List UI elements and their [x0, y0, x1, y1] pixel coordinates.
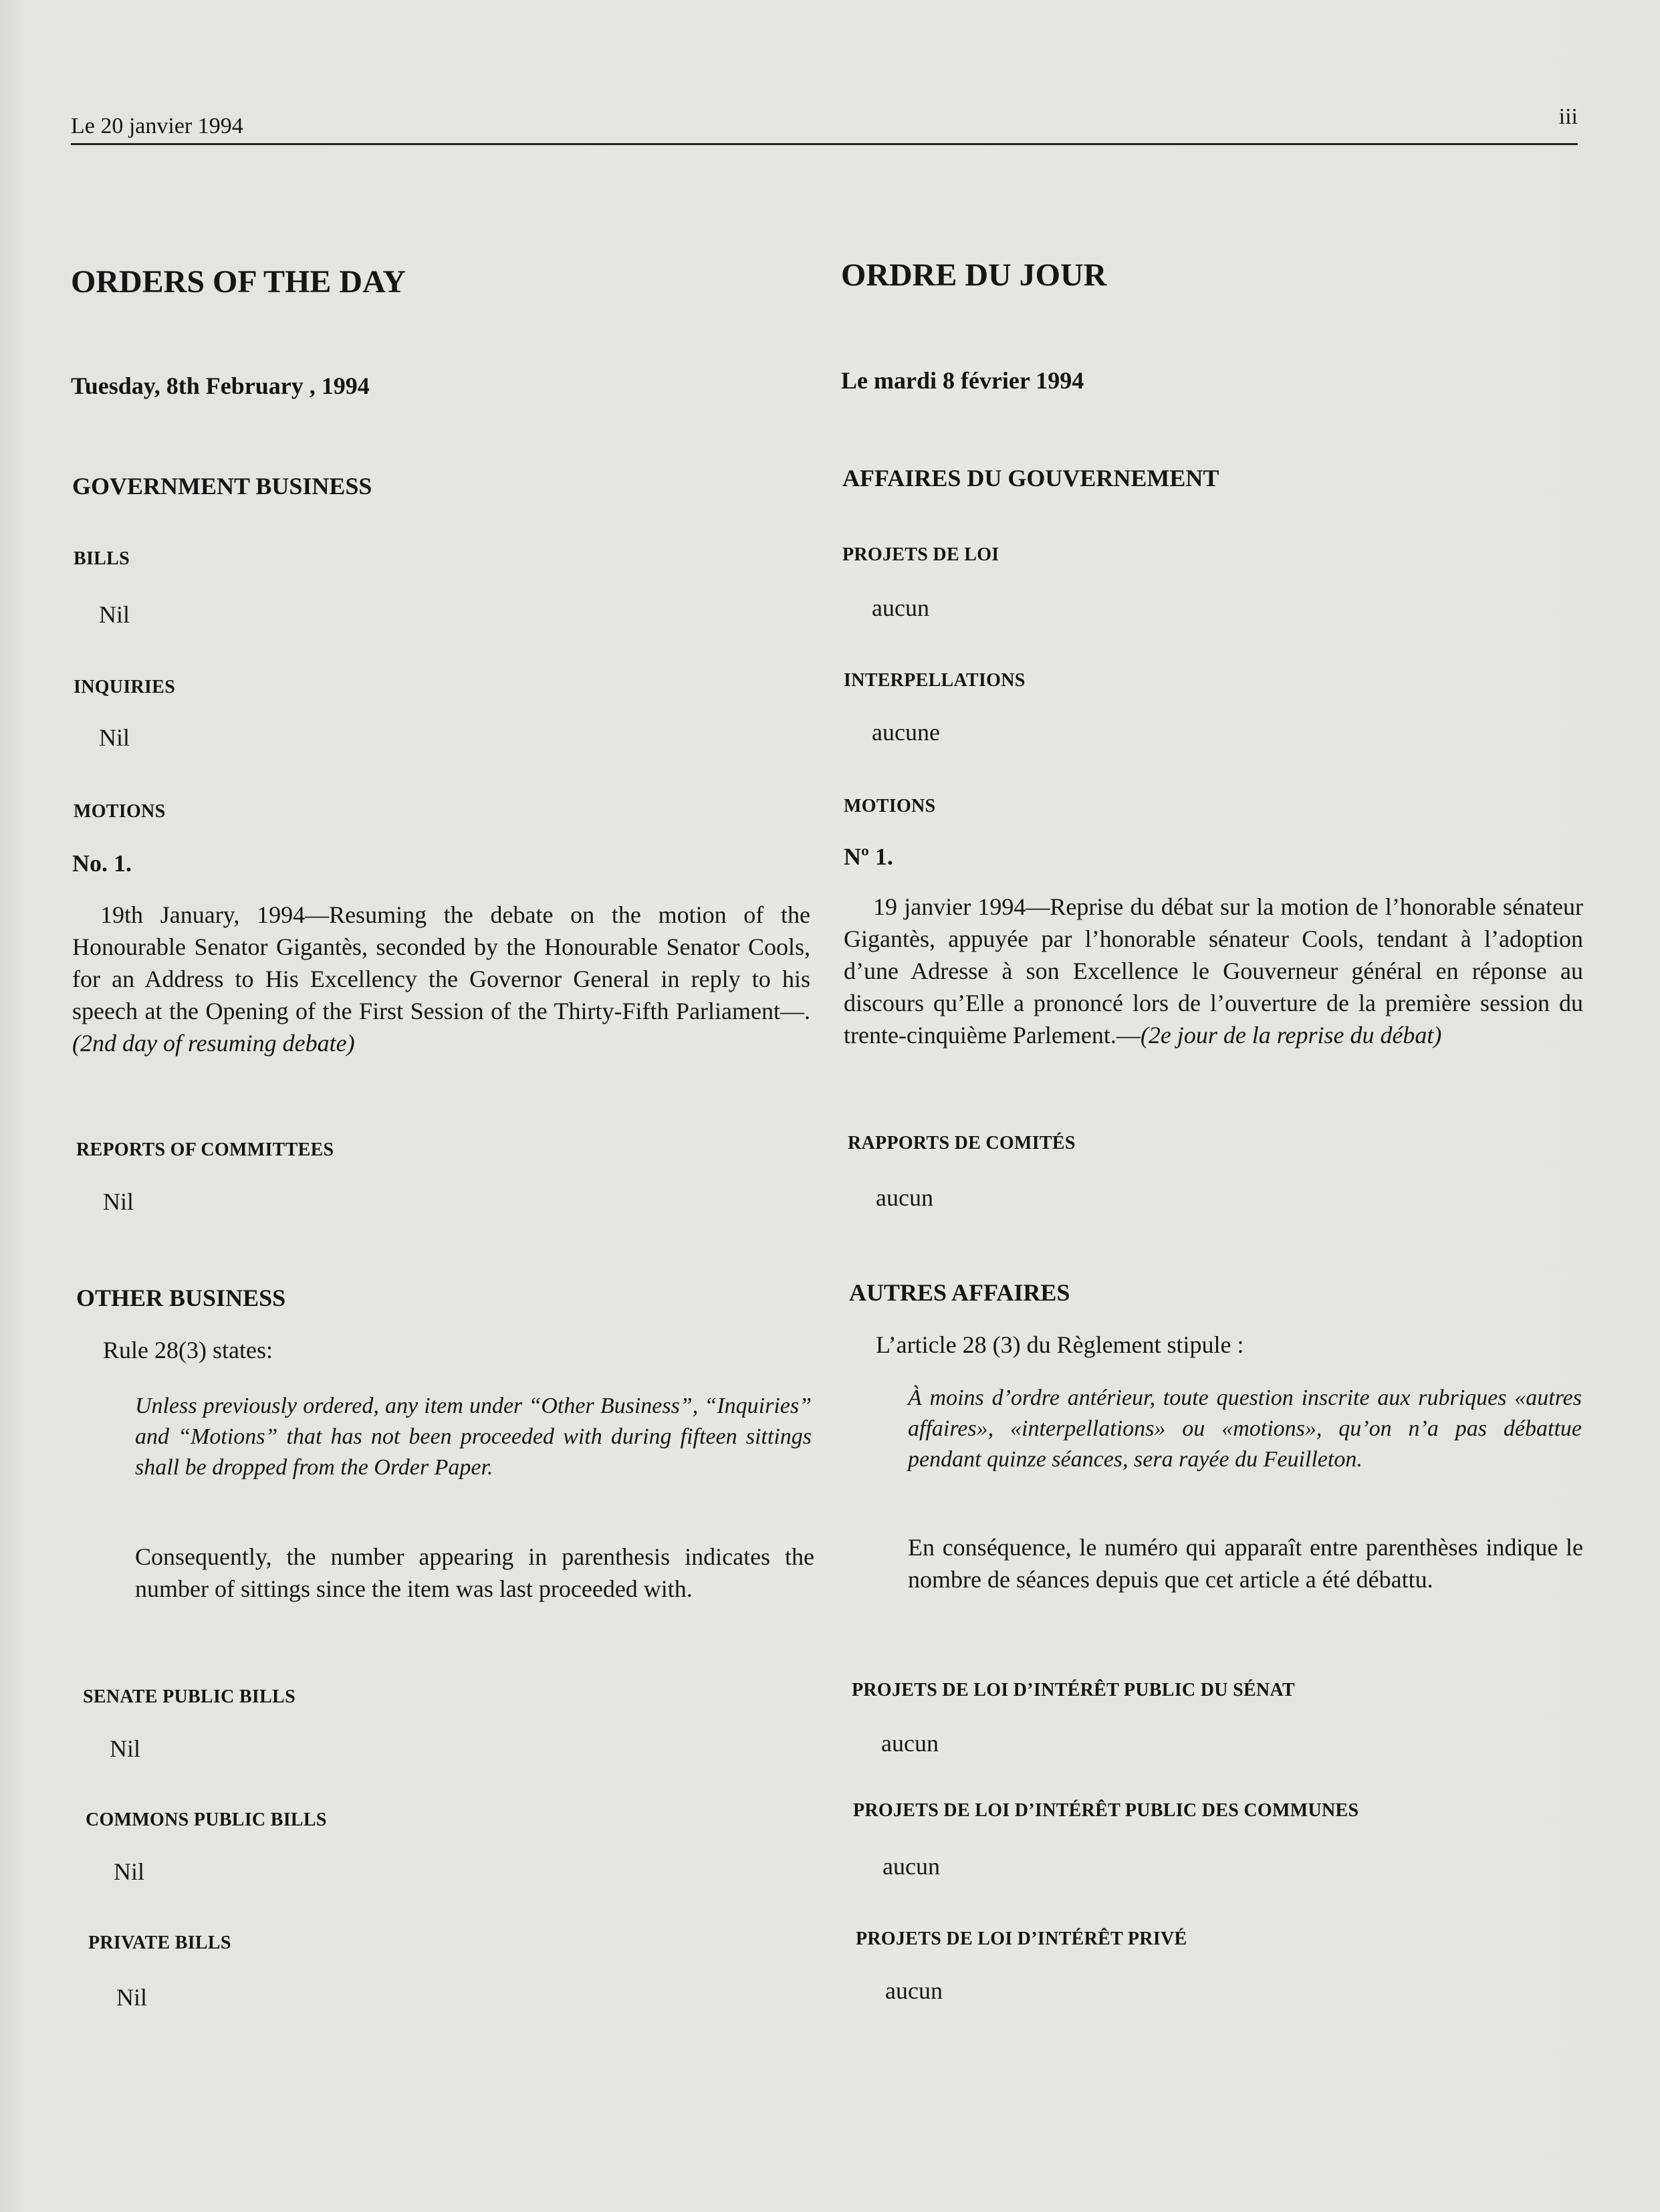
english-motion-note: (2nd day of resuming debate): [72, 1030, 355, 1057]
english-title: ORDERS OF THE DAY: [71, 264, 406, 300]
english-reports-heading: REPORTS OF COMMITTEES: [76, 1139, 334, 1160]
english-consequently: Consequently, the number appearing in parenthesis indicates the number of sittings since the item was last proceeded with.: [135, 1543, 814, 1602]
english-bills-value: Nil: [99, 601, 130, 628]
english-inquiries-heading: INQUIRIES: [74, 677, 176, 697]
english-senate-bills-value: Nil: [110, 1735, 141, 1762]
english-date: Tuesday, 8th February , 1994: [71, 372, 370, 399]
english-commons-bills-heading: COMMONS PUBLIC BILLS: [86, 1809, 327, 1830]
english-commons-bills-value: Nil: [114, 1858, 145, 1885]
english-motion-body: 19th January, 1994—Resuming the debate on the motion of the Honourable Senator Gigantès, seconded by the Honourable Senator Cools, for an Address to His Excellency the Governor General in reply to his speech at the Opening of the First Session of the Thirty-Fifth Parliament—.: [72, 901, 810, 1024]
french-motion-text: [844, 891, 1583, 1051]
french-title: ORDRE DU JOUR: [841, 257, 1107, 293]
english-bills-heading: BILLS: [74, 548, 130, 569]
header-date: Le 20 janvier 1994: [71, 114, 243, 138]
french-reports-value: aucun: [876, 1184, 933, 1211]
french-motion-number: Nº 1.: [844, 843, 893, 870]
english-rule-text: Unless previously ordered, any item under “Other Business”, “Inquiries” and “Motions” that has not been proceeded with during fifteen sittings shall be dropped from the Order Paper.: [135, 1394, 812, 1480]
french-commons-bills-value: aucun: [882, 1853, 940, 1880]
english-motion-text: [72, 899, 810, 1059]
french-bills-heading: PROJETS DE LOI: [842, 544, 999, 565]
french-commons-bills-heading: PROJETS DE LOI D’INTÉRÊT PUBLIC DES COMMUNES: [853, 1800, 1359, 1821]
english-motions-heading: MOTIONS: [74, 801, 166, 822]
page-header: [71, 104, 1578, 145]
french-private-bills-value: aucun: [885, 1977, 943, 2004]
english-reports-value: Nil: [103, 1188, 134, 1215]
french-rule-text: À moins d’ordre antérieur, toute question inscrite aux rubriques «autres affaires», «interpellations» ou «motions», qu’on n’a pas débattue pendant quinze séances, sera rayée du Feuilleton.: [908, 1386, 1582, 1472]
english-private-bills-value: Nil: [116, 1984, 148, 2011]
english-senate-bills-heading: SENATE PUBLIC BILLS: [83, 1686, 295, 1707]
french-rule-intro: L’article 28 (3) du Règlement stipule :: [876, 1331, 1244, 1358]
english-motion-number: No. 1.: [72, 850, 132, 877]
english-rule-intro: Rule 28(3) states:: [103, 1337, 273, 1363]
french-bills-value: aucun: [872, 594, 929, 621]
french-senate-bills-value: aucun: [881, 1730, 939, 1757]
french-motion-body: 19 janvier 1994—Reprise du débat sur la motion de l’honorable sénateur Gigantès, appuyée par l’honorable sénateur Cools, tendant à l’adoption d’une Adresse à son Excellence le Gouverneur général en réponse au discours qu’Elle a prononcé lors de l’ouverture de la première session du trente-cinquième Parlement.—: [844, 893, 1583, 1048]
french-other-business-heading: AUTRES AFFAIRES: [849, 1279, 1070, 1306]
french-consequently: En conséquence, le numéro qui apparaît entre parenthèses indique le nombre de séances depuis que cet article a été débattu.: [908, 1534, 1583, 1593]
french-private-bills-heading: PROJETS DE LOI D’INTÉRÊT PRIVÉ: [856, 1928, 1187, 1949]
english-private-bills-heading: PRIVATE BILLS: [88, 1932, 231, 1953]
french-government-business-heading: AFFAIRES DU GOUVERNEMENT: [842, 465, 1219, 491]
page-number: iii: [1558, 104, 1578, 129]
french-motions-heading: MOTIONS: [844, 796, 936, 816]
french-date: Le mardi 8 février 1994: [841, 367, 1084, 394]
french-reports-heading: RAPPORTS DE COMITÉS: [848, 1133, 1076, 1153]
french-senate-bills-heading: PROJETS DE LOI D’INTÉRÊT PUBLIC DU SÉNAT: [852, 1680, 1295, 1700]
french-inquiries-heading: INTERPELLATIONS: [844, 670, 1026, 691]
english-inquiries-value: Nil: [99, 724, 130, 751]
french-inquiries-value: aucune: [872, 719, 940, 746]
english-government-business-heading: GOVERNMENT BUSINESS: [72, 473, 372, 500]
french-motion-note: (2e jour de la reprise du débat): [1140, 1022, 1442, 1048]
english-other-business-heading: OTHER BUSINESS: [76, 1285, 286, 1311]
